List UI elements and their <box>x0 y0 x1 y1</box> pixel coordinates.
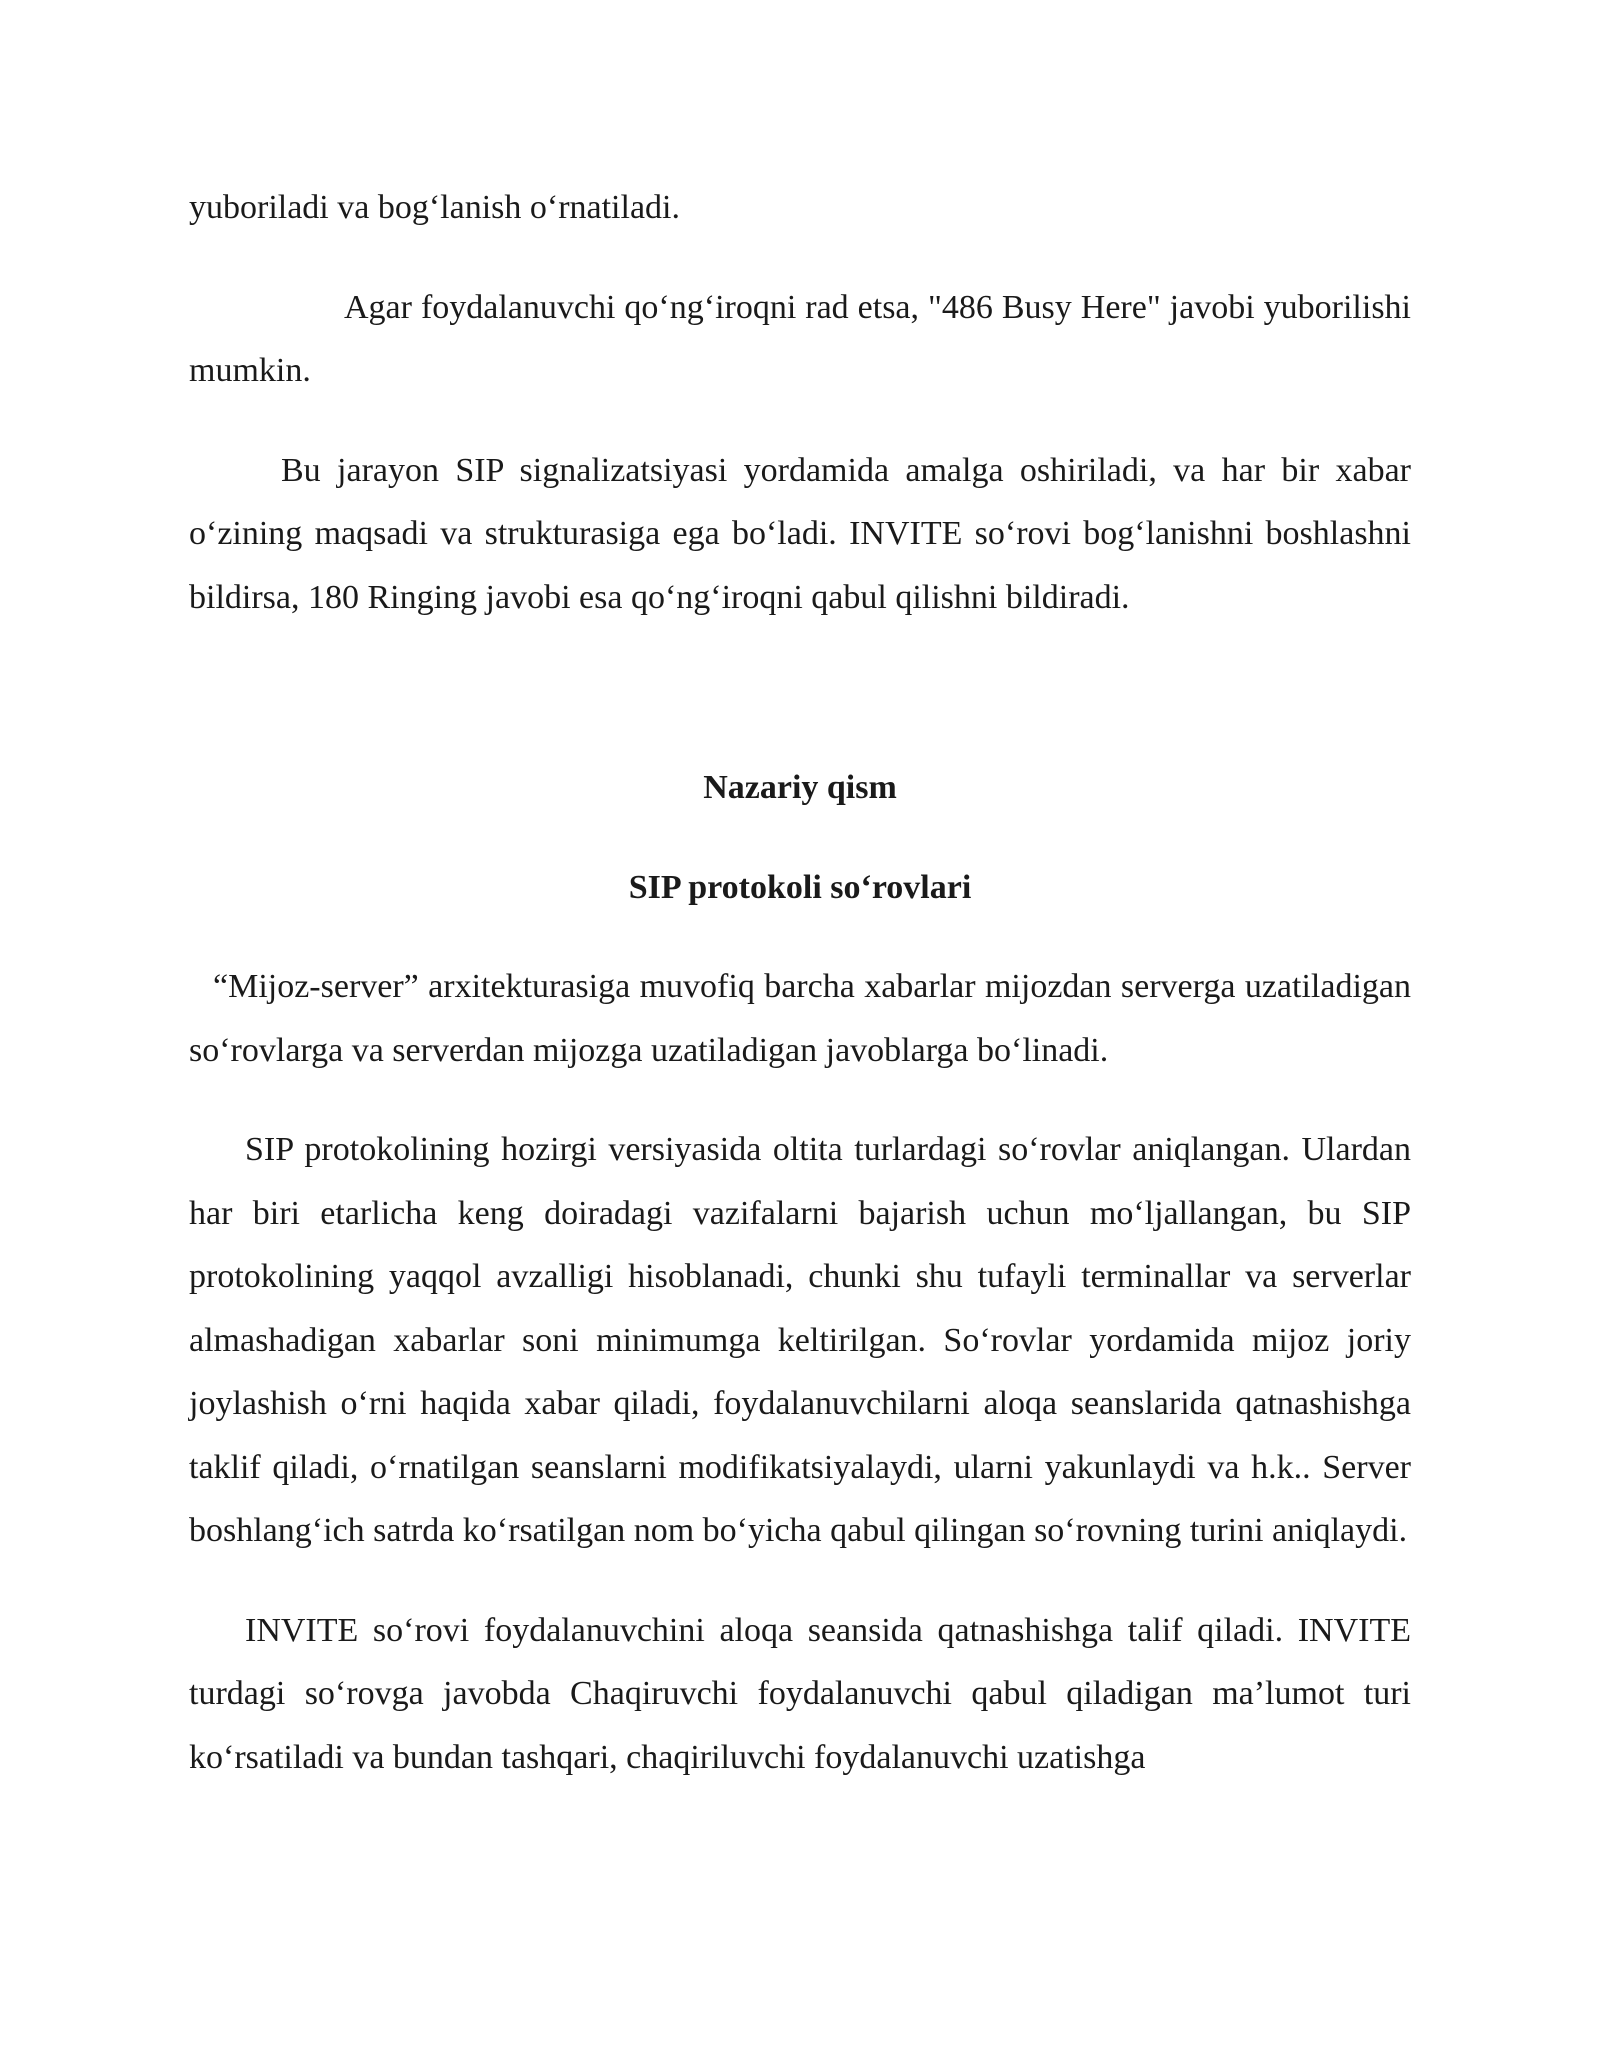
paragraph-client-server: “Mijoz-server” arxitekturasiga muvofiq barcha xabarlar mijozdan serverga uzatiladigan so‘rovlarga va serverdan mijozga uzatiladigan javoblarga bo‘linadi. <box>189 968 1411 1069</box>
paragraph-sip-signaling: Bu jarayon SIP signalizatsiyasi yordamida amalga oshiriladi, va har bir xabar o‘zining maqsadi va strukturasiga ega bo‘ladi. INVITE so‘rovi bog‘lanishni boshlashni bildirsa, 180 Ringing javobi esa qo‘ng‘iroqni qabul qilishni bildiradi. <box>189 451 1411 616</box>
paragraph-busy-here: Agar foydalanuvchi qo‘ng‘iroqni rad etsa, "486 Busy Here" javobi yuborilishi mumkin. <box>189 288 1411 389</box>
section-title: Nazariy qism <box>703 769 897 806</box>
paragraph-request-types: SIP protokolining hozirgi versiyasida oltita turlardagi so‘rovlar aniqlangan. Ulardan har biri etarlicha keng doiradagi vazifalarni bajarish uchun mo‘ljallangan, bu SIP protokolining yaqqol avzalligi hisoblanadi, chunki shu tufayli terminallar va serverlar almashadigan xabarlar soni minimumga keltirilgan. So‘rovlar yordamida mijoz joriy joylashish o‘rni haqida xabar qiladi, foydalanuvchilarni aloqa seanslarida qatnashishga taklif qiladi, o‘rnatilgan seanslarni modifikatsiyalaydi, ularni yakunlaydi va h.k.. Server boshlang‘ich satrda ko‘rsatilgan nom bo‘yicha qabul qilingan so‘rovning turini aniqlaydi. <box>189 1131 1411 1549</box>
section-subtitle: SIP protokoli so‘rovlari <box>628 868 972 906</box>
paragraph-invite: INVITE so‘rovi foydalanuvchini aloqa seansida qatnashishga talif qiladi. INVITE turdagi so‘rovga javobda Chaqiruvchi foydalanuvchi qabul qiladigan ma’lumot turi ko‘rsatiladi va bundan tashqari, chaqiriluvchi foydalanuvchi uzatishga <box>189 1611 1411 1776</box>
document-page <box>189 176 1411 1789</box>
paragraph-continuation: yuboriladi va bog‘lanish o‘rnatiladi. <box>189 189 680 226</box>
